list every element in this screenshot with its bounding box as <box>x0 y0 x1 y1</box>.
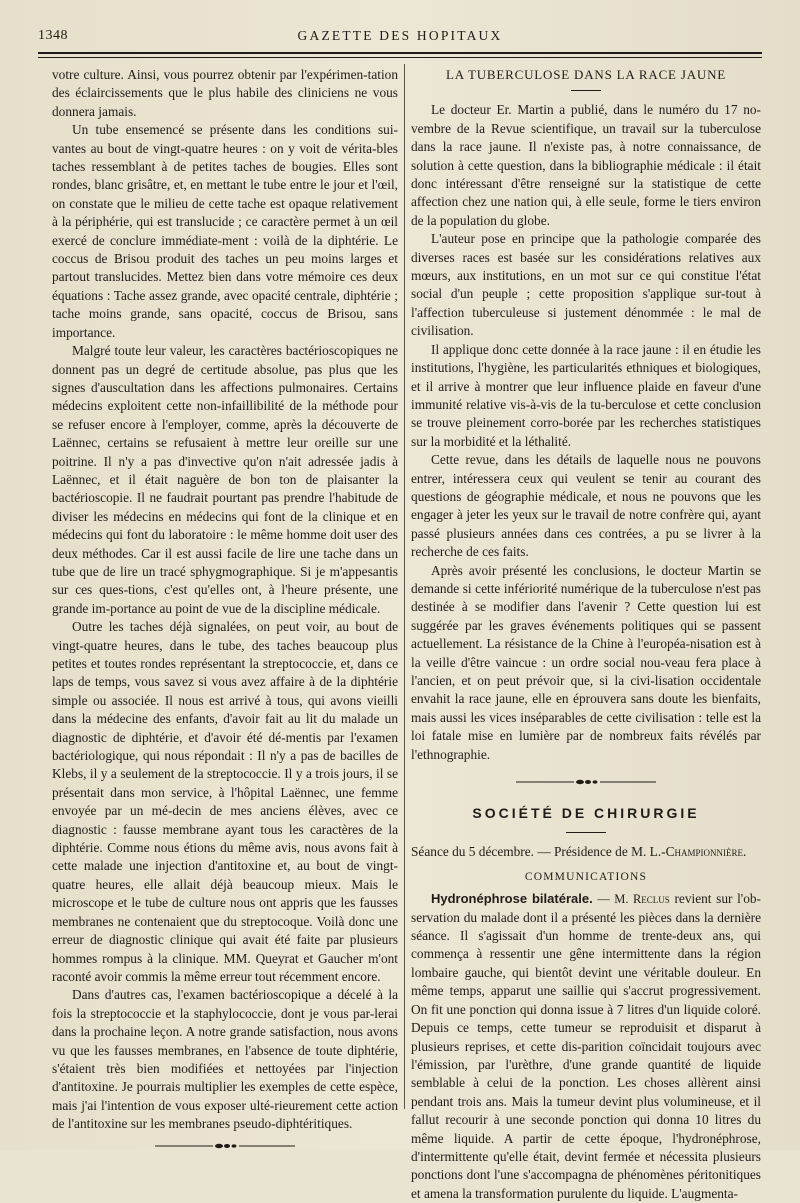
page-number: 1348 <box>38 28 68 43</box>
column-divider <box>404 64 405 1109</box>
session-president: Championnière. <box>665 844 747 860</box>
society-title: SOCIÉTÉ DE CHIRURGIE <box>472 805 700 822</box>
running-title: GAZETTE DES HOPITAUX <box>297 28 503 43</box>
right-column <box>411 66 761 1203</box>
left-paragraph-1: votre culture. Ainsi, vous pourrez obtenir par l'expérimen-tation des éclaircissements que le plus habile des cliniciens ne vous donnera jamais. <box>52 67 398 119</box>
header-rule-thin <box>38 57 762 58</box>
right-paragraph-2: L'auteur pose en principe que la pathologie comparée des diverses races est basée sur les considérations relatives aux mœurs, aux institutions, en un mot sur ce qui constitue l'état social d'un peuple ; cette proposition s'applique sur-tout à l'affection tuberculeuse si justement dénommée : le mal de civilisation. <box>411 231 761 339</box>
left-paragraph-5: Dans d'autres cas, l'examen bactérioscopique a décelé à la fois la streptococcie et la staphylococcie, dont je vous par-lerai dans la prochaine leçon. A notre grande satisfaction, nous avons vu que les fausses membranes, en l'absence de toute diphtérie, s'étaient très bien modifiées et nettoyées par l'injection d'antitoxine. Je pourrais multiplier les exemples de cette espèce, mais j'ai l'intention de vous exposer ulté-rieurement cette action de l'antitoxine sur les membranes pseudo-diphtéritiques. <box>52 987 398 1132</box>
left-paragraph-2: Un tube ensemencé se présente dans les conditions sui-vantes au bout de vingt-quatre heures : on y voit de vérita-bles taches ressemblant à de petites taches de bougies. Elles sont rondes, blanc grisâtre, et, en mettant le tube entre le jour et l'œil, on constate que le milieu de cette tache est opaque relativement à la périphérie, qui est translucide ; ce caractère permet à un œil exercé de conclure immédiate-ment : voilà de la diphtérie. Le coccus de Brisou produit des taches un peu moins larges et partout translucides. Mettez bien dans votre mémoire ces deux équations : Tache assez grande, avec opacité centrale, diphtérie ; tache moins grande, sans opacité, coccus de Brisou, sans importance. <box>52 122 398 340</box>
communication-title: Hydronéphrose bilatérale. <box>431 891 593 907</box>
right-paragraph-4: Cette revue, dans les détails de laquelle nous ne pouvons entrer, intéressera ceux qui veulent se tenir au courant des questions de géographie médicale, et nous ne pouvons que les engager à jeter les yeux sur le travail de notre confrère qui, ayant passé plusieurs années dans ces contrées, a pu se livrer à la recherche de ces faits. <box>411 452 761 560</box>
communication-paragraph <box>411 890 761 1203</box>
left-paragraph-3: Malgré toute leur valeur, les caractères bactérioscopiques ne donnent pas un degré de certitude absolue, pas plus que les signes d'auscultation dans les affections pulmonaires. Certains médecins exploitent cette non-infaillibilité de la méthode pour se refuser encore à l'employer, comme, après la découverte de Laënnec, certains se refusaient à mettre leur oreille sur une poitrine. Il n'y a pas d'invective qu'on n'ait adressée jadis à Laënnec, et il était naguère de bon ton de plaisanter la bactérioscopie. Il ne faudrait pourtant pas prendre l'habitude de diviser les médecins en médecins qui font de la clinique et en médecins qui font du laboratoire : le même homme doit user des deux méthodes. Car il est aussi facile de lire une tache dans un tube que de lire un tracé sphygmographique. Si je m'appesantis sur ces ques-tions, c'est qu'elles ont, à l'heure présente, une grande im-portance au point de vue de la discipline médicale. <box>52 343 398 616</box>
society-rule <box>566 832 606 833</box>
section-rule <box>571 90 601 91</box>
left-column <box>52 66 398 1150</box>
right-paragraph-1: Le docteur Er. Martin a publié, dans le numéro du 17 no-vembre de la Revue scientifique, un travail sur la tuberculose dans la race jaune. Il n'existe pas, à notre connaissance, de solution à cette question, dans la bibliographie médicale : il était donc intéressant d'être renseigné sur la statistique de cette affection chez une nation qui, à elle seule, forme le tiers environ de la population du globe. <box>411 102 761 228</box>
right-paragraph-5: Après avoir présenté les conclusions, le docteur Martin se demande si cette infériorité numérique de la tuberculose n'est pas destinée à se modifier dans l'avenir ? Cette question lui est suggérée par les graves événements politiques qui se passent actuellement. La résistance de la Chine à l'européa-nisation est à la veille d'être vaincue : un ordre social nou-veau fera place à l'ancien, et on peut prévoir que, si la civi-lisation occidentale envahit la race jaune, elle en éprouvera sans doute les bienfaits, mais aussi les vices inséparables de cette civilisation : telle est la loi fatale mise en lumière par de nombreux faits révélés par l'ethnographie. <box>411 562 761 762</box>
ornament-divider-left <box>155 1142 295 1150</box>
session-prefix: Séance du 5 décembre. — Présidence de M. L.- <box>411 844 666 860</box>
section-title-tuberculose: LA TUBERCULOSE DANS LA RACE JAUNE <box>445 67 727 82</box>
session-line <box>411 843 761 861</box>
communication-text: revient sur l'ob-servation du malade dont il a présenté les pièces dans la dernière séance. Il s'agissait d'un homme de trente-deux ans, qui commença à ressentir une gêne intermittente dans la région lombaire gauche, qui bientôt devint une véritable douleur. En même temps, apparut une saillie qui s'accrut progressivement. On fit une ponction qui donna issue à 7 litres d'un liquide coloré. Depuis ce temps, cette tumeur se reproduisit et disparut à plusieurs reprises, et cette dis-parition coïncidait toujours avec l'émission, par l'urèthre, d'une grande quantité de liquide semblable à celui de la ponction. Les choses allèrent ainsi pendant trois ans. Mais la tumeur devint plus volumineuse, et il fallut recourir à une seconde ponction qui donna 10 litres du même liquide. A partir de cette époque, l'hydronéphrose, d'intermittente qu'elle était, devint fermée et nécessita plusieurs ponctions dont l'une s'accompagna de phénomènes péritonitiques et amena la transformation purulente du liquide. L'augmenta- <box>411 891 761 1201</box>
page-header <box>38 28 762 50</box>
communication-speaker: — M. Reclus <box>597 892 670 907</box>
ornament-divider-right <box>516 778 656 786</box>
left-paragraph-4: Outre les taches déjà signalées, on peut voir, au bout de vingt-quatre heures, dans le tube, des taches beaucoup plus petites et toutes rondes représentant la streptococcie, et, dans ce laps de temps, vous savez si vous avez affaire à de la diphtérie simple ou associée. Il nous est arrivé à tous, qui avons vieilli dans la médecine des enfants, d'avoir fait au lit du malade un diagnostic de diphtérie, et d'avoir été dé-mentis par l'examen bactériologique, qui nous répondait : Il n'y a pas de bacilles de Klebs, il y a seulement de la streptococcie. Il y a trois jours, il se présentait dans mon service, à l'hôpital Laënnec, une femme envoyée par un mé-decin de mes anciens élèves, avec ce diagnostic : fausse membrane ayant tous les caractères de la diphtérie. Comme nous étions du même avis, nous avons fait à cette malade une injection d'antitoxine et, au bout de vingt-quatre heures, elle allait déjà beaucoup mieux. Mais le microscope et le tube de culture nous ont appris que les fausses membranes ne contenaient que du streptocoque. Voilà donc une erreur de diagnostic clinique qui avait été faite par plusieurs hommes rompus à la clinique. MM. Queyrat et Gaucher m'ont raconté avoir commis la même erreur tout récemment encore. <box>52 619 398 984</box>
header-rule-thick <box>38 52 762 54</box>
right-paragraph-3: Il applique donc cette donnée à la race jaune : il en étudie les institutions, l'hygiène, les particularités ethniques et biologiques, et il arrive à montrer que leur influence plaide en faveur d'une immunité relative vis-à-vis de la tu-berculose et cette conclusion se trouve pleinement corro-borée par les recherches statistiques sur la morbidité et la léthalité. <box>411 341 761 449</box>
communications-label: COMMUNICATIONS <box>524 870 648 883</box>
